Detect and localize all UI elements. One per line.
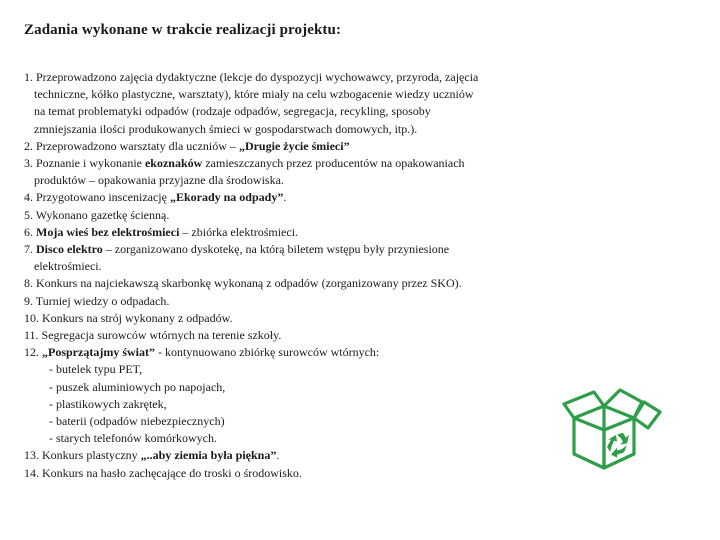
- item-bold-text: „Posprzątajmy świat”: [42, 345, 155, 360]
- item-text: .: [283, 190, 287, 205]
- list-item: [24, 138, 584, 155]
- item-text: 3. Poznanie i wykonanie: [24, 156, 145, 171]
- list-item: [24, 189, 584, 206]
- list-item-continuation: na temat problematyki odpadów (rodzaje odpadów, segregacja, recykling, sposoby: [34, 104, 431, 119]
- list-item-continuation: techniczne, kółko plastyczne, warsztaty), które miały na celu wzbogacenie wiedzy uczniów: [34, 87, 474, 102]
- list-item: [24, 241, 584, 258]
- list-item: [24, 344, 584, 361]
- item-text: 12.: [24, 345, 42, 360]
- sub-list-item: - baterii (odpadów niebezpiecznych): [49, 414, 225, 429]
- item-text: .: [276, 448, 280, 463]
- list-item: [24, 224, 584, 241]
- item-bold-text: Moja wieś bez elektrośmieci: [36, 224, 180, 239]
- item-bold-text: ekoznaków: [144, 156, 203, 171]
- list-item: [24, 155, 584, 172]
- list-item-continuation: zmniejszania ilości produkowanych śmieci w gospodarstwach domowych, itp.).: [34, 121, 418, 136]
- item-text: 2. Przeprowadzono warsztaty dla uczniów –: [24, 138, 239, 153]
- item-text: 6.: [24, 224, 36, 239]
- item-text: - kontynuowano zbiórkę surowców wtórnych:: [154, 345, 380, 360]
- list-item: 10. Konkurs na strój wykonany z odpadów.: [24, 310, 233, 325]
- sub-list-item: - butelek typu PET,: [49, 362, 143, 377]
- item-text: 7.: [24, 242, 36, 257]
- list-item: 9. Turniej wiedzy o odpadach.: [24, 293, 170, 308]
- item-text: Przeprowadzono zajęcia dydaktyczne (lekcje do dyspozycji wychowawcy, przyroda, zajęcia: [33, 70, 479, 84]
- recycle-box-icon: [560, 384, 664, 472]
- item-number: 1.: [24, 70, 33, 84]
- list-item: 14. Konkurs na hasło zachęcające do troski o środowisko.: [24, 465, 302, 480]
- task-list: [24, 69, 584, 482]
- list-item-continuation: produktów – opakowania przyjazne dla środowiska.: [34, 173, 284, 188]
- list-item-continuation: elektrośmieci.: [34, 259, 102, 274]
- list-item: 11. Segregacja surowców wtórnych na terenie szkoły.: [24, 328, 282, 343]
- item-text: 4. Przygotowano inscenizację: [24, 190, 170, 205]
- item-text: – zorganizowano dyskotekę, na którą biletem wstępu były przyniesione: [102, 242, 450, 257]
- sub-list-item: - starych telefonów komórkowych.: [49, 431, 217, 446]
- item-bold-text: Disco elektro: [36, 242, 103, 257]
- list-item: 5. Wykonano gazetkę ścienną.: [24, 207, 170, 222]
- list-item: [24, 69, 584, 86]
- list-item: [24, 447, 584, 464]
- list-item: 8. Konkurs na najciekawszą skarbonkę wykonaną z odpadów (zorganizowany przez SKO).: [24, 276, 462, 291]
- item-bold-text: „Drugie życie śmieci”: [238, 138, 350, 153]
- item-bold-text: „..aby ziemia była piękna”: [140, 448, 277, 463]
- item-text: – zbiórka elektrośmieci.: [179, 224, 299, 239]
- item-text: zamieszczanych przez producentów na opakowaniach: [202, 156, 465, 171]
- item-text: 13. Konkurs plastyczny: [24, 448, 141, 463]
- item-bold-text: „Ekorady na odpady”: [169, 190, 284, 205]
- page-title: Zadania wykonane w trakcie realizacji projektu:: [24, 22, 342, 38]
- sub-list-item: - puszek aluminiowych po napojach,: [49, 379, 226, 394]
- sub-list-item: - plastikowych zakrętek,: [49, 396, 167, 411]
